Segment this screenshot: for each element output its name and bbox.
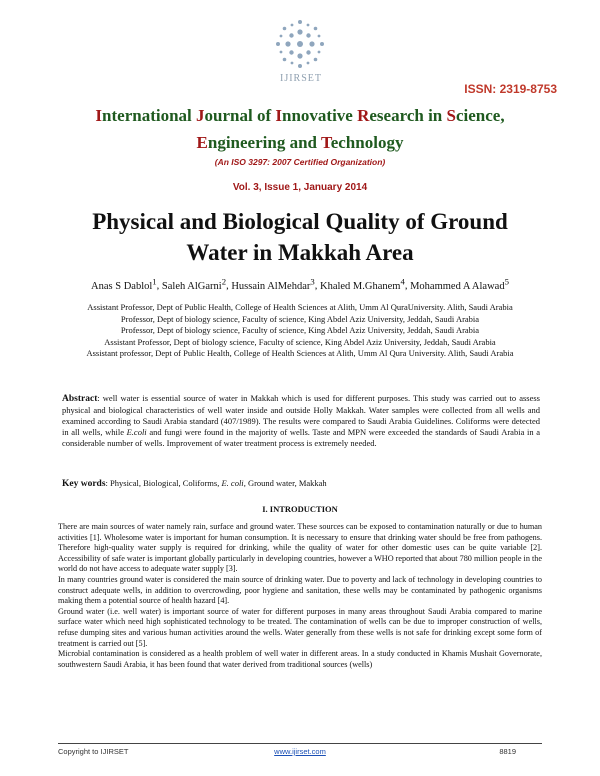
affiliation: Professor, Dept of biology science, Faculty of science, King Abdel Aziz University, Jeddah, Saudi Arabia bbox=[120, 313, 480, 324]
section-heading: I. INTRODUCTION bbox=[262, 504, 338, 514]
logo-text: IJIRSET bbox=[280, 73, 322, 84]
affiliation: Professor, Dept of biology science, Faculty of science, King Abdel Aziz University, Jeddah, Saudi Arabia bbox=[120, 325, 480, 335]
paragraph: There are main sources of water namely rain, surface and ground water. These sources can be exposed to contamination naturally or due to human activities [1]. Wholesome water is important for human consumption. It is necessary to ensure that drinking water should be free from pathogens. Therefore high-quality water supply is required for drinking, while the quality of water for other domestic uses can be quite variable [2]. Accessibility of safe water is important globally particularly in developing countries, however a WHO reported that about 780 million people in the world do not have access to adequate water supply [3]. bbox=[58, 522, 542, 574]
abstract: Abstract: well water is essential source of water in Makkah which is used for different purposes. This study was carried out to assess physical and biological characteristics of well water inside and outside Holly Makkah. Water samples were collected from all wells and examined according to Saudi Arabia standard (407/1989). The results were compared to Saudi Arabia Guidelines. Coliforms were detected in all wells, while E.coli and fungi were found in the majority of wells. Taste and MPN were exceeded the standards of Saudi Arabia in a considerable number of wells. Improvement of water treatment process is extremely needed. bbox=[62, 393, 540, 448]
affiliations bbox=[60, 302, 540, 360]
abstract-label: Abstract bbox=[62, 394, 98, 404]
paragraph: Ground water (i.e. well water) is important source of water for different purposes in many areas throughout Saudi Arabia compared to marine surface water which need high sophisticated technology to be treated. The contamination of wells can be due to improper construction of wells, refuse dumping sites and various human activities around the wells. Water generally from these wells is not safe for drinking except some form of treatment is carried out [5]. bbox=[58, 606, 542, 648]
certification: (An ISO 3297: 2007 Certified Organization) bbox=[214, 157, 386, 167]
issn: ISSN: 2319-8753 bbox=[464, 82, 557, 96]
footer-divider bbox=[58, 743, 542, 744]
author: Khaled M.Ghanem$^4$ bbox=[319, 276, 405, 292]
affiliation: Assistant Professor, Dept of Public Health, College of Health Sciences at Alith, Umm Al QuraUniversity. Alith, Saudi Arabia bbox=[87, 302, 513, 312]
introduction-body bbox=[58, 522, 542, 670]
author: Mohammed A Alawad$^5$ bbox=[410, 276, 509, 292]
journal-name-line2: Engineering and Technology bbox=[196, 133, 404, 152]
author: Saleh AlGarni$^2$ bbox=[161, 276, 227, 292]
affiliation: Assistant professor, Dept of Public Health, College of Health Sciences at Alith, Umm Al Qura University. Alith, Saudi Arabia bbox=[86, 348, 514, 358]
paragraph: Microbial contamination is considered as a health problem of well water in different areas. In a study conducted in Khamis Mushait Governorate, southwestern Saudi Arabia, it has been found that water derived from traditional sources (wells) bbox=[58, 649, 542, 669]
copyright: Copyright to IJIRSET bbox=[58, 747, 129, 756]
affiliation: Assistant Professor, Dept of biology science, Faculty of science, King Abdel Aziz University, Jeddah, Saudi Arabia bbox=[104, 336, 496, 347]
volume-issue: Vol. 3, Issue 1, January 2014 bbox=[232, 182, 368, 193]
keywords-label: Key words bbox=[62, 479, 106, 489]
paragraph: In many countries ground water is considered the main source of drinking water. Due to poverty and lack of technology in developing countries to construct adequate wells, in addition to overcrowding, poor hygiene and sanitation, these wells may be contaminated by pathogenic organisms making them a potential source of health hazard [4]. bbox=[58, 574, 542, 606]
paper-title: Physical and Biological Quality of Ground Water in Makkah Area bbox=[92, 209, 508, 265]
journal-url-link[interactable]: www.ijirset.com bbox=[274, 747, 326, 756]
page-number: 8819 bbox=[499, 747, 516, 756]
author-list: Anas S Dablol$^1$, Saleh AlGarni$^2$, Hussain AlMehdar$^3$, Khaled M.Ghanem$^4$, Mohammed A Alawad$^5$ bbox=[91, 276, 509, 292]
keywords: Key words: Physical, Biological, Coliforms, E. coli, Ground water, Makkah bbox=[62, 478, 327, 489]
author: Hussain AlMehdar$^3$ bbox=[231, 276, 315, 292]
journal-name-line1: International Journal of Innovative Research in Science, bbox=[95, 106, 505, 125]
author: Anas S Dablol$^1$ bbox=[91, 276, 157, 292]
